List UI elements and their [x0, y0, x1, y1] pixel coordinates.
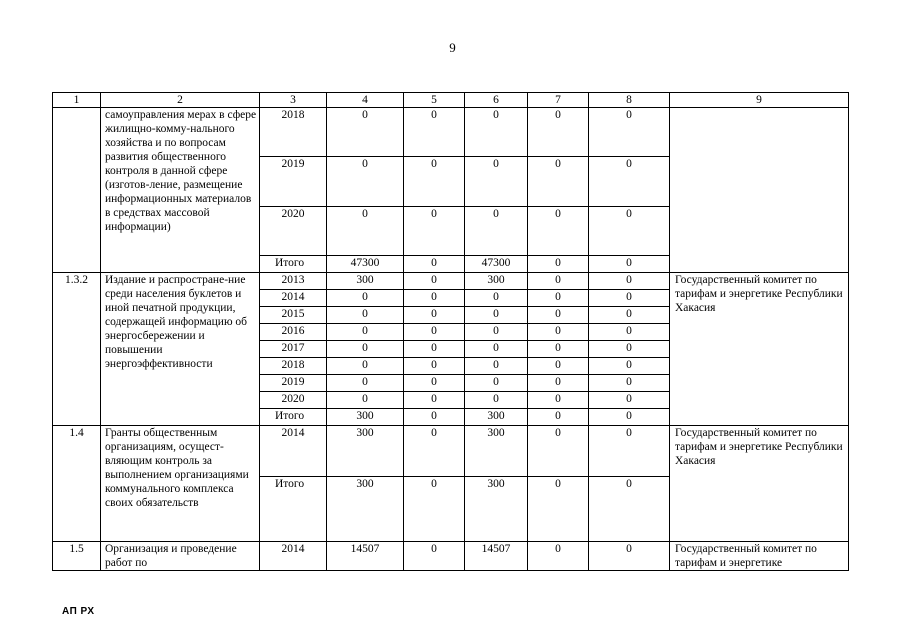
value-cell: 300: [327, 273, 404, 290]
executor-cell: Государственный комитет по тарифам и энергетике Республики Хакасия: [670, 426, 849, 542]
value-cell: 0: [404, 307, 465, 324]
value-cell: 0: [589, 409, 670, 426]
value-cell: 0: [465, 290, 528, 307]
value-cell: 0: [589, 207, 670, 256]
value-cell: 0: [404, 375, 465, 392]
item-number-cell: 1.3.2: [53, 273, 101, 426]
value-cell: 0: [465, 207, 528, 256]
value-cell: 300: [465, 409, 528, 426]
year-cell: 2017: [260, 341, 327, 358]
value-cell: 0: [528, 477, 589, 542]
value-cell: 0: [404, 256, 465, 273]
value-cell: 0: [465, 375, 528, 392]
value-cell: 0: [589, 324, 670, 341]
item-description-cell: Организация и проведение работ по: [101, 542, 260, 571]
header-cell: 2: [101, 93, 260, 108]
value-cell: 0: [589, 426, 670, 477]
value-cell: 300: [327, 409, 404, 426]
value-cell: 0: [404, 108, 465, 157]
archive-stamp: АП РХ: [62, 606, 95, 617]
year-cell: 2020: [260, 207, 327, 256]
value-cell: 0: [528, 375, 589, 392]
value-cell: 0: [589, 477, 670, 542]
page-number: 9: [449, 40, 456, 55]
value-cell: 0: [404, 426, 465, 477]
year-cell: 2019: [260, 375, 327, 392]
value-cell: 0: [589, 256, 670, 273]
item-number-cell: [53, 108, 101, 273]
value-cell: 0: [465, 358, 528, 375]
value-cell: 0: [404, 358, 465, 375]
value-cell: 0: [589, 108, 670, 157]
value-cell: 0: [528, 307, 589, 324]
value-cell: 0: [327, 157, 404, 207]
table-row: [53, 426, 849, 477]
year-cell: 2020: [260, 392, 327, 409]
header-cell: 9: [670, 93, 849, 108]
value-cell: 0: [528, 358, 589, 375]
value-cell: 0: [528, 273, 589, 290]
value-cell: 0: [327, 324, 404, 341]
value-cell: 0: [327, 341, 404, 358]
header-cell: 3: [260, 93, 327, 108]
year-cell: 2018: [260, 108, 327, 157]
value-cell: 0: [327, 290, 404, 307]
total-label-cell: Итого: [260, 477, 327, 542]
value-cell: 0: [327, 307, 404, 324]
value-cell: 0: [327, 375, 404, 392]
value-cell: 0: [404, 477, 465, 542]
value-cell: 0: [404, 409, 465, 426]
value-cell: 0: [589, 358, 670, 375]
header-cell: 8: [589, 93, 670, 108]
value-cell: 0: [528, 324, 589, 341]
item-description-cell: Издание и распростране-ние среди населения буклетов и иной печатной продукции, содержащей информацию об энергосбережении и повышении энергоэффективности: [101, 273, 260, 426]
value-cell: 0: [589, 307, 670, 324]
value-cell: 0: [528, 157, 589, 207]
value-cell: 0: [327, 392, 404, 409]
table-row: [53, 273, 849, 290]
year-cell: 2013: [260, 273, 327, 290]
value-cell: 0: [404, 273, 465, 290]
value-cell: 14507: [465, 542, 528, 571]
total-label-cell: Итого: [260, 256, 327, 273]
header-row: [53, 93, 849, 108]
executor-cell: Государственный комитет по тарифам и энергетике Республики Хакасия: [670, 273, 849, 426]
value-cell: 0: [327, 108, 404, 157]
value-cell: 0: [404, 392, 465, 409]
value-cell: 0: [404, 324, 465, 341]
header-cell: 6: [465, 93, 528, 108]
value-cell: 0: [404, 341, 465, 358]
executor-cell: [670, 108, 849, 273]
year-cell: 2016: [260, 324, 327, 341]
header-cell: 5: [404, 93, 465, 108]
item-description-cell: самоуправления мерах в сфере жилищно-комму-нального хозяйства и по вопросам развития общественного контроля в данной сфере (изготов-ление, размещение информационных материалов в средствах массовой информации): [101, 108, 260, 273]
value-cell: 0: [528, 392, 589, 409]
program-table: [52, 92, 849, 571]
value-cell: 0: [404, 542, 465, 571]
value-cell: 0: [589, 375, 670, 392]
year-cell: 2014: [260, 426, 327, 477]
value-cell: 0: [528, 108, 589, 157]
value-cell: 0: [465, 392, 528, 409]
value-cell: 0: [589, 542, 670, 571]
value-cell: 0: [327, 207, 404, 256]
value-cell: 0: [528, 290, 589, 307]
value-cell: 0: [589, 290, 670, 307]
year-cell: 2014: [260, 542, 327, 571]
item-number-cell: 1.5: [53, 542, 101, 571]
table-row: [53, 542, 849, 571]
value-cell: 0: [528, 341, 589, 358]
value-cell: 0: [465, 108, 528, 157]
value-cell: 0: [589, 273, 670, 290]
value-cell: 300: [465, 426, 528, 477]
value-cell: 0: [528, 256, 589, 273]
year-cell: 2014: [260, 290, 327, 307]
value-cell: 0: [589, 341, 670, 358]
value-cell: 0: [465, 307, 528, 324]
value-cell: 0: [404, 290, 465, 307]
value-cell: 0: [404, 157, 465, 207]
value-cell: 300: [327, 426, 404, 477]
value-cell: 0: [327, 358, 404, 375]
total-label-cell: Итого: [260, 409, 327, 426]
year-cell: 2018: [260, 358, 327, 375]
value-cell: 0: [465, 157, 528, 207]
value-cell: 0: [404, 207, 465, 256]
year-cell: 2019: [260, 157, 327, 207]
value-cell: 47300: [327, 256, 404, 273]
value-cell: 300: [465, 273, 528, 290]
value-cell: 0: [528, 426, 589, 477]
value-cell: 0: [465, 341, 528, 358]
value-cell: 300: [465, 477, 528, 542]
year-cell: 2015: [260, 307, 327, 324]
value-cell: 0: [589, 157, 670, 207]
value-cell: 0: [465, 324, 528, 341]
header-cell: 7: [528, 93, 589, 108]
value-cell: 0: [528, 542, 589, 571]
value-cell: 14507: [327, 542, 404, 571]
value-cell: 0: [589, 392, 670, 409]
value-cell: 0: [528, 207, 589, 256]
value-cell: 300: [327, 477, 404, 542]
table-body: [53, 93, 849, 571]
value-cell: 0: [528, 409, 589, 426]
item-description-cell: Гранты общественным организациям, осущест-вляющим контроль за выполнением организациями коммунального комплекса своих обязательств: [101, 426, 260, 542]
header-cell: 4: [327, 93, 404, 108]
executor-cell: Государственный комитет по тарифам и энергетике: [670, 542, 849, 571]
table-row: [53, 108, 849, 157]
header-cell: 1: [53, 93, 101, 108]
value-cell: 47300: [465, 256, 528, 273]
item-number-cell: 1.4: [53, 426, 101, 542]
